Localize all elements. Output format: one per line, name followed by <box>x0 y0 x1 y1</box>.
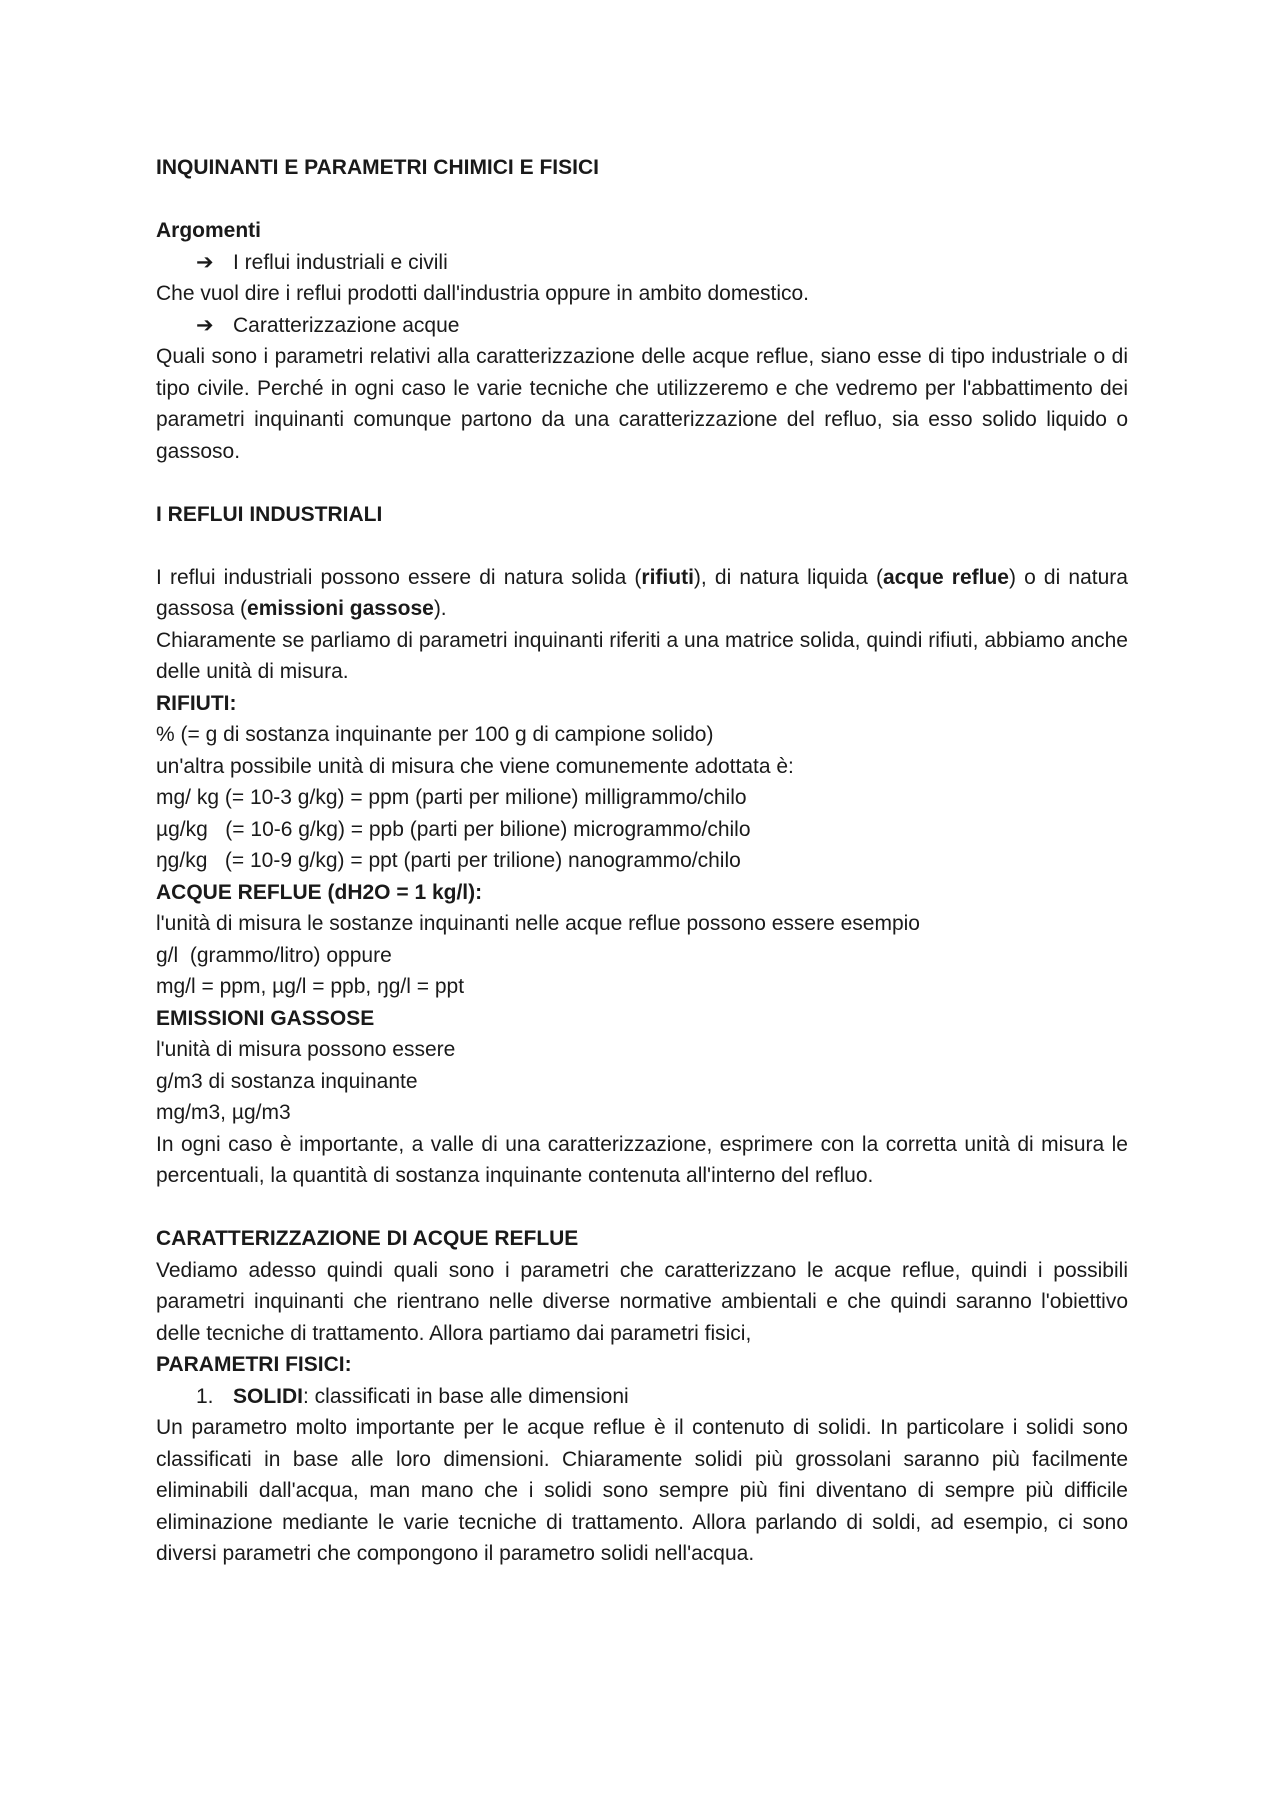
bold-term-emissioni-gassose: emissioni gassose <box>247 597 434 620</box>
text-run: ), di natura liquida ( <box>693 565 883 589</box>
spacer <box>156 184 1128 216</box>
arrow-bullet-icon: ➔ <box>196 250 214 274</box>
rifiuti-line: µg/kg (= 10-6 g/kg) = ppb (parti per bilione) microgrammo/chilo <box>156 817 751 841</box>
ordered-list-item-1 <box>156 1381 1128 1413</box>
emissioni-line: g/m3 di sostanza inquinante <box>156 1069 418 1093</box>
argomenti-text-1: Che vuol dire i reflui prodotti dall'industria oppure in ambito domestico. <box>156 282 810 305</box>
parametri-fisici-heading: PARAMETRI FISICI: <box>156 1353 352 1376</box>
reflui-heading: I REFLUI INDUSTRIALI <box>156 502 383 526</box>
emissioni-line: l'unità di misura possono essere <box>156 1038 456 1061</box>
acque-line: g/l (grammo/litro) oppure <box>156 943 392 967</box>
rifiuti-line: un'altra possibile unità di misura che viene comunemente adottata è: <box>156 754 794 778</box>
caratterizzazione-intro: Vediamo adesso quindi quali sono i parametri che caratterizzano le acque reflue, quindi i possibili parametri inquinanti che rientrano nelle diverse normative ambientali e che quindi saranno l'obiettivo delle tecniche di trattamento. Allora partiamo dai parametri fisici, <box>156 1258 1128 1345</box>
text-run: ). <box>433 597 447 620</box>
argomenti-item-1-text: I reflui industriali e civili <box>233 250 448 274</box>
argomenti-item-2 <box>156 310 1128 342</box>
arrow-bullet-icon: ➔ <box>196 313 214 337</box>
bold-term-rifiuti: rifiuti <box>641 565 694 589</box>
reflui-paragraph-1 <box>156 562 1128 625</box>
emissioni-heading: EMISSIONI GASSOSE <box>156 1006 375 1030</box>
rifiuti-heading: RIFIUTI: <box>156 691 237 715</box>
document-title: INQUINANTI E PARAMETRI CHIMICI E FISICI <box>156 156 599 179</box>
spacer <box>156 530 1128 562</box>
spacer <box>156 467 1128 499</box>
rifiuti-line: % (= g di sostanza inquinante per 100 g di campione solido) <box>156 723 714 746</box>
reflui-paragraph-2: Chiaramente se parliamo di parametri inquinanti riferiti a una matrice solida, quindi rifiuti, abbiamo anche delle unità di misura. <box>156 628 1128 683</box>
text-run: ) o di natura gassosa ( <box>156 565 1128 620</box>
rifiuti-line: mg/ kg (= 10-3 g/kg) = ppm (parti per milione) milligrammo/chilo <box>156 786 747 809</box>
list-number: 1. <box>196 1384 214 1408</box>
bold-term-solidi: SOLIDI <box>233 1384 304 1408</box>
rifiuti-line: ŋg/kg (= 10-9 g/kg) = ppt (parti per trilione) nanogrammo/chilo <box>156 849 741 872</box>
acque-heading: ACQUE REFLUE (dH2O = 1 kg/l): <box>156 880 483 904</box>
acque-line: mg/l = ppm, µg/l = ppb, ŋg/l = ppt <box>156 975 465 998</box>
text-run: : classificati in base alle dimensioni <box>303 1384 629 1408</box>
reflui-closing-paragraph: In ogni caso è importante, a valle di una caratterizzazione, esprimere con la corretta unità di misura le percentuali, la quantità di sostanza inquinante contenuta all'interno del refluo. <box>156 1132 1128 1187</box>
spacer <box>156 1192 1128 1224</box>
argomenti-heading: Argomenti <box>156 219 261 242</box>
emissioni-line: mg/m3, µg/m3 <box>156 1101 291 1124</box>
acque-line: l'unità di misura le sostanze inquinanti nelle acque reflue possono essere esempio <box>156 912 920 935</box>
caratterizzazione-heading: CARATTERIZZAZIONE DI ACQUE REFLUE <box>156 1227 579 1250</box>
argomenti-item-1 <box>156 247 1128 279</box>
bold-term-acque-reflue: acque reflue <box>882 565 1009 589</box>
document-page <box>156 152 1128 1570</box>
argomenti-item-2-text: Caratterizzazione acque <box>233 313 460 337</box>
argomenti-text-2: Quali sono i parametri relativi alla caratterizzazione delle acque reflue, siano esse di tipo industriale o di tipo civile. Perché in ogni caso le varie tecniche che utilizzeremo e che vedremo per l'abbattimento dei parametri inquinanti comunque partono da una caratterizzazione del refluo, sia esso solido liquido o gassoso. <box>156 345 1128 463</box>
solidi-paragraph: Un parametro molto importante per le acque reflue è il contenuto di solidi. In particolare i solidi sono classificati in base alle loro dimensioni. Chiaramente solidi più grossolani saranno più facilmente eliminabili dall'acqua, man mano che i solidi sono sempre più fini diventano di sempre più difficile eliminazione mediante le varie tecniche di trattamento. Allora parlando di soldi, ad esempio, ci sono diversi parametri che compongono il parametro solidi nell'acqua. <box>156 1416 1128 1565</box>
list-item-text <box>233 1381 629 1413</box>
text-run: I reflui industriali possono essere di natura solida ( <box>156 565 642 589</box>
